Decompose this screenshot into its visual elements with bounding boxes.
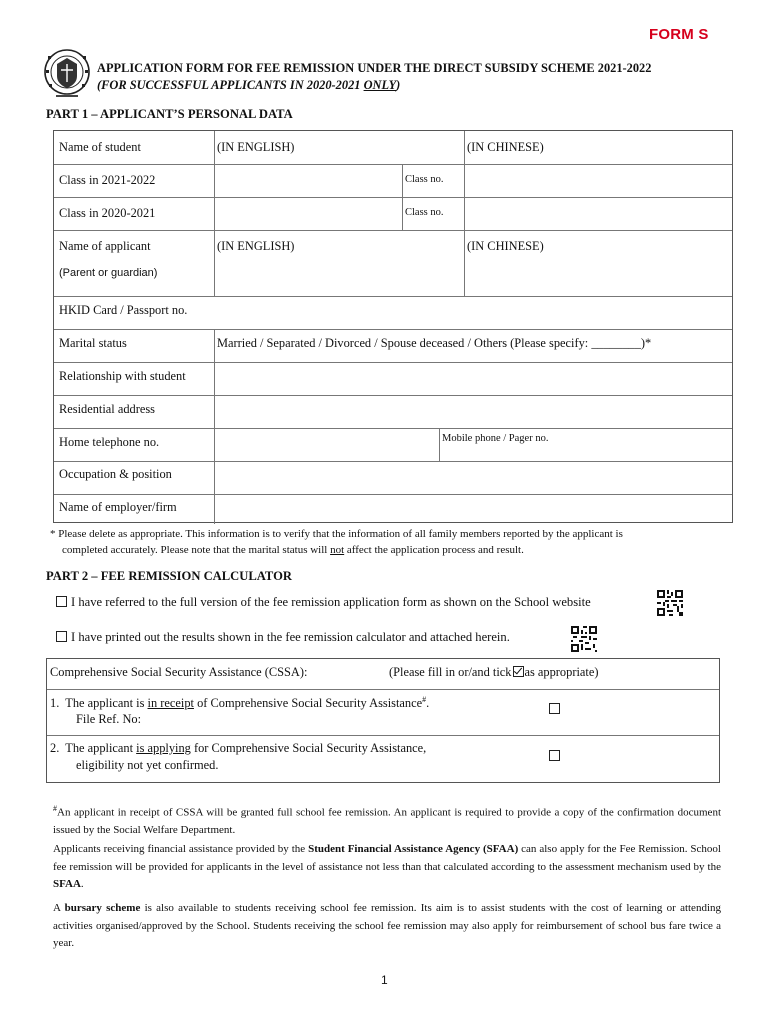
label-hkid: HKID Card / Passport no. <box>59 303 188 317</box>
tick-sample-icon <box>513 666 524 677</box>
marital-status-options: Married / Separated / Divorced / Spouse deceased / Others (Please specify: ________)* <box>217 336 652 350</box>
qr-code-icon <box>657 590 683 616</box>
school-crest-logo <box>42 48 92 100</box>
label-student-name: Name of student <box>59 140 141 154</box>
sfaa-paragraph: Applicants receiving financial assistance provided by the Student Financial Assistance Agency (SFAA) can also apply for the Fee Remission. School fee remission will be provided for applicants in the level of assistance not less than that calculated according to the assessment mechanism used by the SFAA. <box>53 843 721 890</box>
label-occupation: Occupation & position <box>59 467 172 481</box>
personal-data-table <box>53 130 733 523</box>
label-class-2021-2022: Class in 2021-2022 <box>59 173 156 187</box>
label-parent-guardian: (Parent or guardian) <box>59 267 158 279</box>
qr-code-icon <box>571 626 597 652</box>
cssa-file-ref-label: File Ref. No: <box>76 712 142 726</box>
cssa-item-1: 1. The applicant is in receipt of Comprehensive Social Security Assistance#. <box>50 695 430 711</box>
label-class-no-2021: Class no. <box>405 207 444 218</box>
label-class-2020-2021: Class in 2020-2021 <box>59 206 156 220</box>
cssa-footnote: #An applicant in receipt of CSSA will be granted full school fee remission. An applicant is required to provide a copy of the confirmation document issued by the Social Welfare Department. <box>53 804 721 837</box>
label-applicant-name-english: (IN ENGLISH) <box>217 239 295 253</box>
label-relationship: Relationship with student <box>59 369 186 383</box>
checkbox-cssa-applying[interactable] <box>549 750 560 761</box>
label-student-name-chinese: (IN CHINESE) <box>467 140 544 154</box>
cssa-item-2-line2: eligibility not yet confirmed. <box>76 758 219 772</box>
part2-heading: PART 2 – FEE REMISSION CALCULATOR <box>46 569 292 583</box>
check-printed-results[interactable]: I have printed out the results shown in the fee remission calculator and attached herein. <box>56 630 510 645</box>
cssa-title: Comprehensive Social Security Assistance (CSSA): <box>50 665 308 679</box>
label-home-telephone: Home telephone no. <box>59 435 160 449</box>
cssa-box <box>46 658 720 783</box>
form-title: APPLICATION FORM FOR FEE REMISSION UNDER THE DIRECT SUBSIDY SCHEME 2021-2022 <box>97 61 652 75</box>
checkbox-referred[interactable] <box>56 596 67 607</box>
form-code: FORM S <box>649 26 709 43</box>
check-referred-full-form[interactable]: I have referred to the full version of the fee remission application form as shown on the School website <box>56 595 591 610</box>
marital-note: * Please delete as appropriate. This information is to verify that the information of all family members reported by the applicant is completed accurately. Please note that the marital status will not affect the application process and result. <box>50 528 623 556</box>
form-subtitle: (FOR SUCCESSFUL APPLICANTS IN 2020-2021 ONLY) <box>97 78 401 92</box>
checkbox-printed[interactable] <box>56 631 67 642</box>
label-student-name-english: (IN ENGLISH) <box>217 140 295 154</box>
label-applicant-name: Name of applicant <box>59 239 151 253</box>
label-applicant-name-chinese: (IN CHINESE) <box>467 239 544 253</box>
part1-heading: PART 1 – APPLICANT’S PERSONAL DATA <box>46 107 293 121</box>
checkbox-cssa-receipt[interactable] <box>549 703 560 714</box>
label-class-no-2122: Class no. <box>405 174 444 185</box>
label-marital-status: Marital status <box>59 336 127 350</box>
label-employer: Name of employer/firm <box>59 500 177 514</box>
label-address: Residential address <box>59 402 156 416</box>
cssa-instruction: (Please fill in or/and tick as appropriate) <box>389 665 599 679</box>
bursary-paragraph: A bursary scheme is also available to students receiving school fee remission. Its aim is to assist students with the cost of learning or attending activities organised/approved by the School. Students receiving the school fee remission may also apply for reimbursement of school bus fare twice a year. <box>53 902 721 949</box>
cssa-item-2: 2. The applicant is applying for Comprehensive Social Security Assistance, <box>50 741 427 755</box>
page-number: 1 <box>381 973 388 987</box>
label-mobile-phone: Mobile phone / Pager no. <box>442 433 549 444</box>
